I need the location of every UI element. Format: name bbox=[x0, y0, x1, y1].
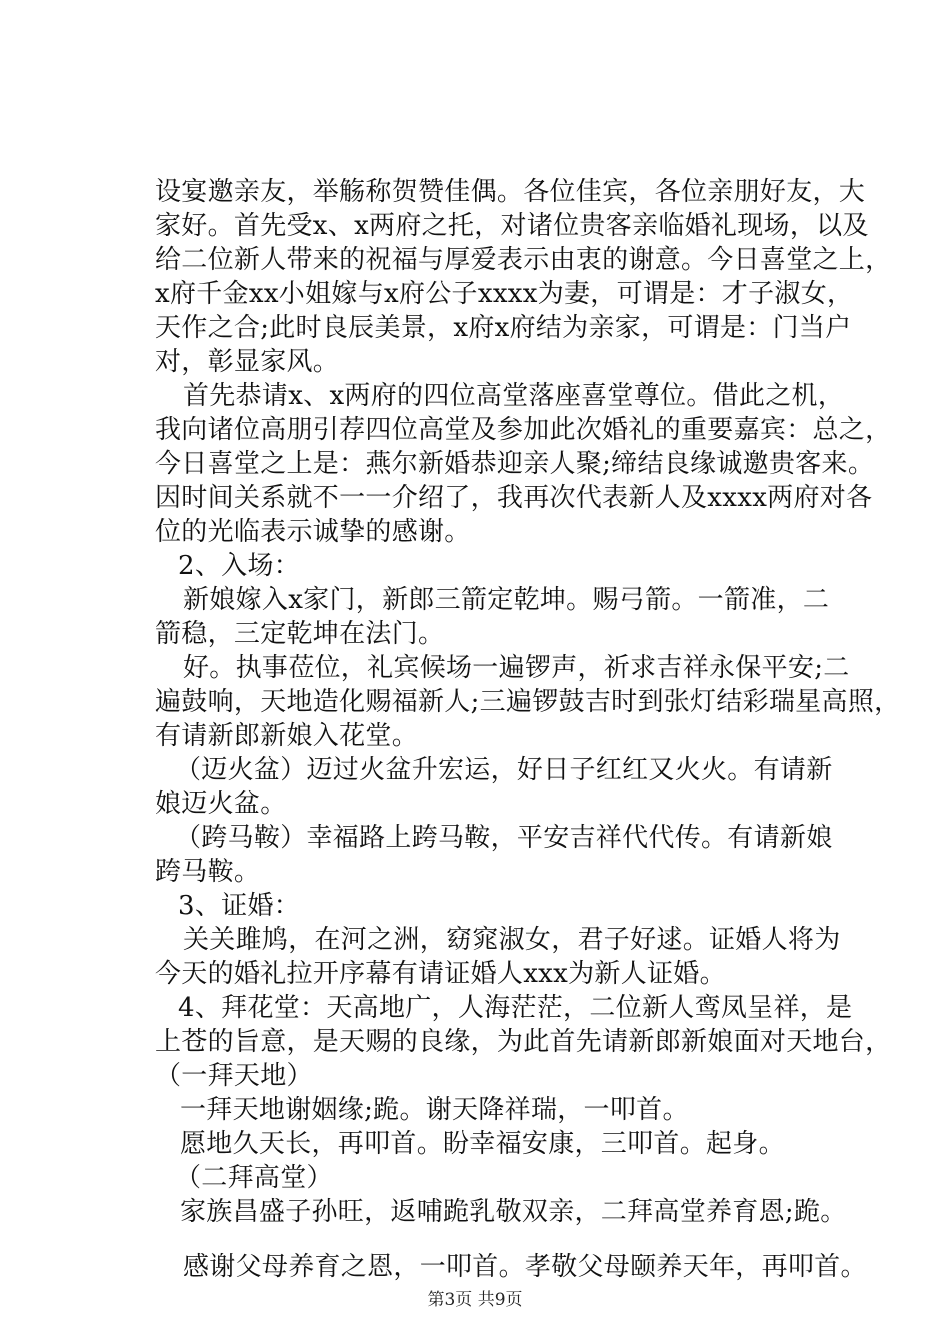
text-line: 今天的婚礼拉开序幕有请证婚人xxx为新人证婚。 bbox=[155, 959, 726, 989]
text-line: x府千金xx小姐嫁与x府公子xxxx为妻，可谓是：才子淑女， bbox=[155, 279, 854, 309]
text-line: 一拜天地谢姻缘;跪。谢天降祥瑞，一叩首。 bbox=[180, 1095, 689, 1125]
text-line: 娘迈火盆。 bbox=[155, 789, 287, 819]
text-line: 感谢父母养育之恩，一叩首。孝敬父母颐养天年，再叩首。 bbox=[183, 1252, 867, 1282]
text-line: 关关雎鸠，在河之洲，窈窕淑女，君子好逑。证婚人将为 bbox=[183, 925, 841, 955]
text-line: 有请新郎新娘入花堂。 bbox=[155, 721, 419, 751]
text-line: （一拜天地） bbox=[155, 1061, 313, 1091]
text-line: （迈火盆）迈过火盆升宏运，好日子红红又火火。有请新 bbox=[175, 755, 833, 785]
text-line: 上苍的旨意，是天赐的良缘，为此首先请新郎新娘面对天地台， bbox=[155, 1027, 892, 1057]
text-line: 今日喜堂之上是：燕尔新婚恭迎亲人聚;缔结良缘诚邀贵客来。 bbox=[155, 449, 875, 479]
section-heading: 2、入场： bbox=[178, 551, 301, 581]
text-line: 跨马鞍。 bbox=[155, 857, 261, 887]
section-heading: 4、拜花堂：天高地广，人海茫茫，二位新人鸾凤呈祥，是 bbox=[178, 993, 853, 1023]
text-line: （跨马鞍）幸福路上跨马鞍，平安吉祥代代传。有请新娘 bbox=[175, 823, 833, 853]
text-line: 设宴邀亲友，举觞称贺赞佳偶。各位佳宾，各位亲朋好友，大 bbox=[155, 177, 866, 207]
text-line: 家族昌盛子孙旺，返哺跪乳敬双亲，二拜高堂养育恩;跪。 bbox=[180, 1197, 847, 1227]
text-line: 我向诸位高朋引荐四位高堂及参加此次婚礼的重要嘉宾：总之， bbox=[155, 415, 892, 445]
text-line: 天作之合;此时良辰美景，x府x府结为亲家，可谓是：门当户 bbox=[155, 313, 852, 343]
text-line: 因时间关系就不一一介绍了，我再次代表新人及xxxx两府对各 bbox=[155, 483, 873, 513]
text-line: 首先恭请x、x两府的四位高堂落座喜堂尊位。借此之机， bbox=[183, 381, 845, 411]
text-line: 遍鼓响，天地造化赐福新人;三遍锣鼓吉时到张灯结彩瑞星高照， bbox=[155, 687, 901, 717]
text-line: 对，彰显家风。 bbox=[155, 347, 340, 377]
text-line: （二拜高堂） bbox=[175, 1163, 333, 1193]
text-line: 新娘嫁入x家门，新郎三箭定乾坤。赐弓箭。一箭准，二 bbox=[183, 585, 830, 615]
text-line: 给二位新人带来的祝福与厚爱表示由衷的谢意。今日喜堂之上， bbox=[155, 245, 892, 275]
text-line: 愿地久天长，再叩首。盼幸福安康，三叩首。起身。 bbox=[180, 1129, 785, 1159]
text-line: 好。执事莅位，礼宾候场一遍锣声，祈求吉祥永保平安;二 bbox=[183, 653, 850, 683]
page-footer: 第3页 共9页 bbox=[427, 1290, 523, 1310]
text-line: 箭稳，三定乾坤在法门。 bbox=[155, 619, 445, 649]
text-line: 位的光临表示诚挚的感谢。 bbox=[155, 517, 471, 547]
section-heading: 3、证婚： bbox=[178, 891, 301, 921]
text-line: 家好。首先受x、x两府之托，对诸位贵客亲临婚礼现场，以及 bbox=[155, 211, 869, 241]
